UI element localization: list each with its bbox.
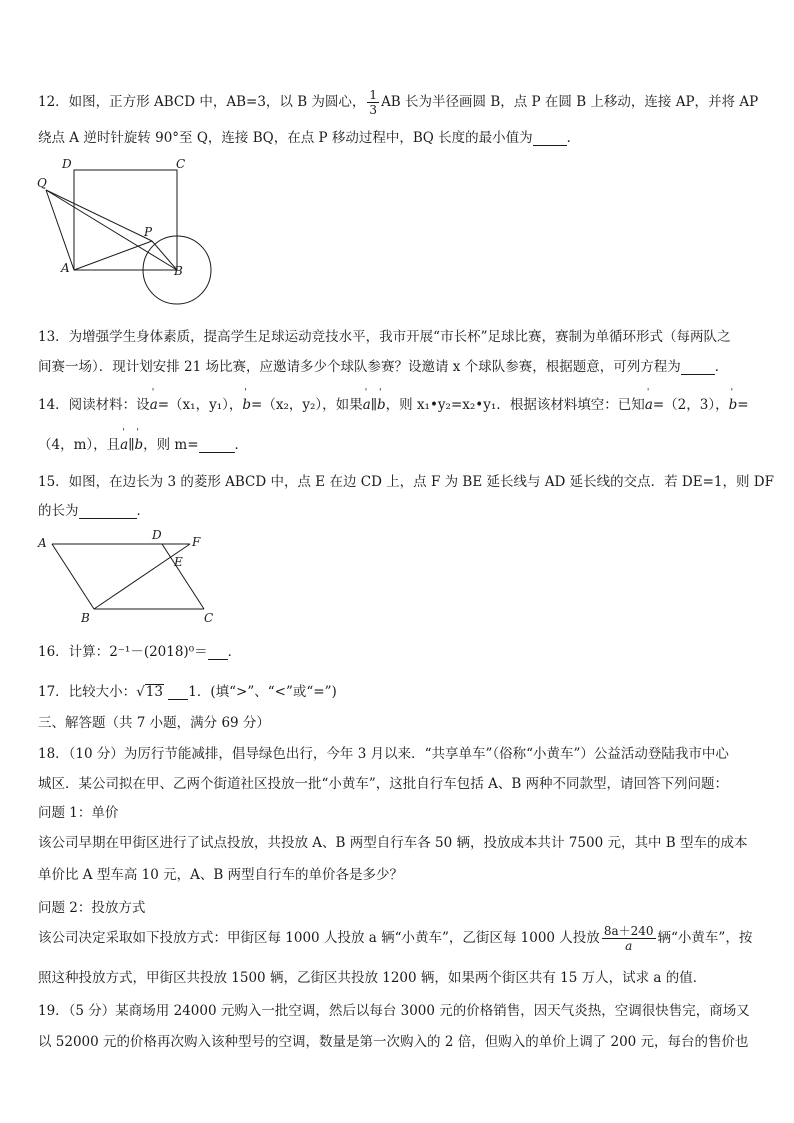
q12-line2 <box>38 126 580 146</box>
q16-expression: 2⁻¹－(2018)⁰＝ <box>109 644 208 660</box>
q13-text: 间赛一场）．现计划安排 21 场比赛，应邀请多少个球队参赛？设邀请 x 个球队参赛，根据题意，可列方程为 <box>38 359 681 375</box>
q18-line2: 城区．某公司拟在甲、乙两个街道社区投放一批“小黄车”，这批自行车包括 A、B 两种不同款型，请回答下列问题： <box>38 776 729 792</box>
label-a15: A <box>38 536 47 550</box>
q19-line1: 19．（5 分）某商场用 24000 元购入一批空调，然后以每台 3000 元的价格销售，因天气炎热，空调很快售完，商场又 <box>38 1003 750 1019</box>
label-f15: F <box>192 535 201 549</box>
q15-answer-blank[interactable] <box>79 504 137 519</box>
q14-text-9: ，则 m= <box>143 437 199 453</box>
q15-line1: 15．如图，在边长为 3 的菱形 ABCD 中，点 E 在边 CD 上，点 F 为 BE 延长线与 AD 延长线的交点．若 DE=1，则 DF <box>38 474 774 490</box>
label-a: A <box>61 261 70 275</box>
q15-end: ． <box>136 503 150 519</box>
q13-line2 <box>38 355 728 375</box>
q16-text: 16．计算： <box>38 644 110 660</box>
q18-heading1: 问题 1：单价 <box>38 805 119 821</box>
q18-text-5b: 辆“小黄车”，按 <box>657 930 753 946</box>
q16-end: ． <box>227 644 242 660</box>
vector-b: ' b <box>242 397 251 413</box>
label-q: Q <box>37 176 47 190</box>
q13-answer-blank[interactable] <box>681 360 715 375</box>
q14-line2 <box>38 433 248 453</box>
q14-answer-blank[interactable] <box>199 438 235 453</box>
q16-answer-blank[interactable] <box>208 645 228 660</box>
q12-text-c: 绕点 A 逆时针旋转 90°至 Q，连接 BQ，在点 P 移动过程中，BQ 长度的最小值为 <box>38 130 533 146</box>
q18-line6: 照这种投放方式，甲街区共投放 1500 辆，乙街区共投放 1200 辆，如果两个街区共有 15 万人，试求 a 的值． <box>38 970 707 986</box>
q14-end: ． <box>234 437 249 453</box>
q14-line1 <box>38 393 749 413</box>
q18-fraction <box>602 924 656 953</box>
q14-parallel-2: ∥ <box>128 437 135 453</box>
section-heading: 三、解答题（共 7 小题，满分 69 分） <box>38 715 270 731</box>
q12-frac-den: 3 <box>369 103 378 117</box>
segment-ap <box>74 241 152 270</box>
vector-b-4: ' b <box>134 437 143 453</box>
q15-line2 <box>38 499 150 519</box>
q14-text-1: 14．阅读材料：设 <box>38 397 150 413</box>
q18-line1: 18．（10 分）为厉行节能减排，倡导绿色出行，今年 3 月以来．“共享单车”（俗称“小黄车”）公益活动登陆我市中心 <box>38 746 729 762</box>
q18-line5 <box>38 924 752 953</box>
q14-text-3: =（x₂，y₂），如果 <box>251 397 363 413</box>
q16-line <box>38 640 241 660</box>
segment-ab15 <box>52 544 94 609</box>
segment-bf15 <box>94 544 190 609</box>
label-p: P <box>144 225 153 239</box>
q12-fraction <box>367 88 379 117</box>
q17-line <box>38 680 337 700</box>
q14-parallel: ∥ <box>370 397 377 413</box>
q14-text-8: （4，m），且 <box>38 437 121 453</box>
figure-15 <box>34 526 234 626</box>
vector-b-2: ' b <box>377 397 386 413</box>
q14-text-2: =（x₁，y₁）， <box>157 397 243 413</box>
figure-12 <box>34 150 214 310</box>
vector-a-2: ' a <box>363 397 371 413</box>
segment-bq <box>46 190 177 270</box>
q14-text-7: = <box>737 397 749 413</box>
q15-text: 的长为 <box>38 503 79 519</box>
q18-frac-num: 8a＋240 <box>603 924 654 938</box>
vector-b-3: ' b <box>729 397 738 413</box>
q17-radicand: 13 <box>145 684 163 700</box>
q14-text-6: =（2，3）， <box>652 397 729 413</box>
q18-heading2: 问题 2：投放方式 <box>38 900 146 916</box>
segment-cd15 <box>162 544 204 609</box>
q12-end: ． <box>566 130 581 146</box>
q13-end: ． <box>714 359 729 375</box>
label-d15: D <box>152 528 162 542</box>
q18-frac-den: a <box>625 939 633 953</box>
label-d: D <box>62 157 72 171</box>
q17-text: 17．比较大小： <box>38 684 137 700</box>
vector-a-3: ' a <box>645 397 653 413</box>
segment-qp <box>46 190 152 241</box>
q12-text-b: AB 长为半径画圆 B，点 P 在圆 B 上移动，连接 AP，并将 AP <box>381 94 759 110</box>
vector-a: ' a <box>150 397 158 413</box>
label-b15: B <box>81 611 90 625</box>
q12-text-a: 12．如图，正方形 ABCD 中，AB=3，以 B 为圆心， <box>38 94 366 110</box>
label-c: C <box>176 157 186 171</box>
q17-answer-blank[interactable] <box>168 685 188 700</box>
q18-line4: 单价比 A 型车高 10 元，A、B 两型自行车的单价各是多少？ <box>38 867 404 883</box>
q19-line2: 以 52000 元的价格再次购入该种型号的空调，数量是第一次购入的 2 倍，但购入的单价上调了 200 元，每台的售价也 <box>38 1034 749 1050</box>
q17-text-2: 1．(填“>”、“<”或“=”) <box>188 684 337 700</box>
q18-line3: 该公司早期在甲街区进行了试点投放，共投放 A、B 两型自行车各 50 辆，投放成本共计 7500 元，其中 B 型车的成本 <box>38 835 748 851</box>
label-c15: C <box>204 611 214 625</box>
label-e15: E <box>174 555 183 569</box>
q18-text-5a: 该公司决定采取如下投放方式：甲街区每 1000 人投放 a 辆“小黄车”，乙街区每 1000 人投放 <box>38 930 600 946</box>
vector-a-4: ' a <box>120 437 128 453</box>
q14-text-5: ，则 x₁•y₂=x₂•y₁．根据该材料填空：已知 <box>385 397 645 413</box>
q13-line1: 13．为增强学生身体素质，提高学生足球运动竞技水平，我市开展“市长杯”足球比赛，赛制为单循环形式（每两队之 <box>38 329 731 345</box>
q12-frac-num: 1 <box>369 88 378 102</box>
q12-answer-blank[interactable] <box>533 131 567 146</box>
sqrt-symbol: √ <box>136 684 145 700</box>
label-b: B <box>174 264 183 278</box>
q12-line1 <box>38 88 758 117</box>
square-abcd <box>74 170 177 270</box>
